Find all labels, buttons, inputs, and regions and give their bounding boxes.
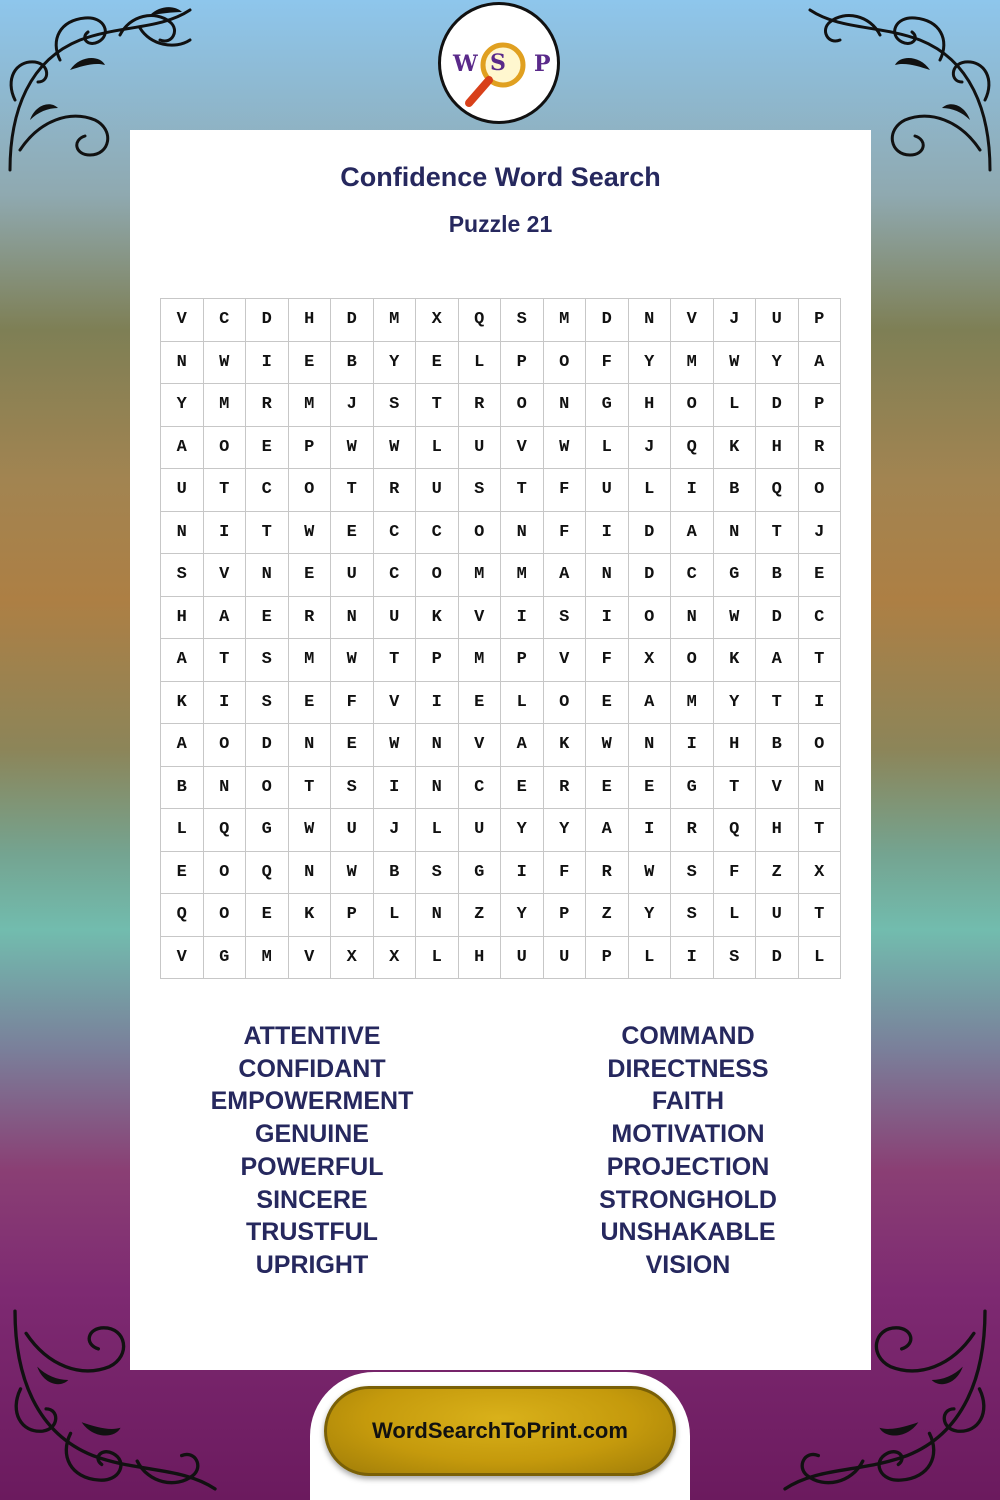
grid-cell[interactable]: X xyxy=(416,299,459,342)
grid-cell[interactable]: T xyxy=(799,639,842,682)
grid-cell[interactable]: C xyxy=(246,469,289,512)
grid-cell[interactable]: F xyxy=(544,512,587,555)
grid-cell[interactable]: N xyxy=(416,724,459,767)
grid-cell[interactable]: T xyxy=(246,512,289,555)
grid-cell[interactable]: V xyxy=(289,937,332,980)
grid-cell[interactable]: L xyxy=(416,427,459,470)
grid-cell[interactable]: Z xyxy=(756,852,799,895)
grid-cell[interactable]: J xyxy=(374,809,417,852)
grid-cell[interactable]: T xyxy=(331,469,374,512)
grid-cell[interactable]: Y xyxy=(756,342,799,385)
grid-cell[interactable]: J xyxy=(799,512,842,555)
grid-cell[interactable]: S xyxy=(459,469,502,512)
grid-cell[interactable]: F xyxy=(544,852,587,895)
grid-cell[interactable]: Y xyxy=(501,894,544,937)
grid-cell[interactable]: M xyxy=(246,937,289,980)
word-list-item: STRONGHOLD xyxy=(599,1185,777,1214)
grid-cell[interactable]: H xyxy=(756,809,799,852)
grid-cell[interactable]: Q xyxy=(204,809,247,852)
grid-cell[interactable]: D xyxy=(246,724,289,767)
grid-cell[interactable]: O xyxy=(416,554,459,597)
grid-cell[interactable]: R xyxy=(544,767,587,810)
grid-cell[interactable]: T xyxy=(416,384,459,427)
grid-cell[interactable]: F xyxy=(586,342,629,385)
grid-cell[interactable]: W xyxy=(544,427,587,470)
grid-cell[interactable]: P xyxy=(331,894,374,937)
grid-cell[interactable]: K xyxy=(714,427,757,470)
grid-cell[interactable]: P xyxy=(289,427,332,470)
grid-cell[interactable]: W xyxy=(331,639,374,682)
grid-cell[interactable]: R xyxy=(289,597,332,640)
grid-cell[interactable]: S xyxy=(246,639,289,682)
grid-cell[interactable]: H xyxy=(161,597,204,640)
grid-cell[interactable]: L xyxy=(459,342,502,385)
grid-cell[interactable]: Q xyxy=(161,894,204,937)
grid-cell[interactable]: Y xyxy=(501,809,544,852)
grid-cell[interactable]: M xyxy=(671,342,714,385)
grid-cell[interactable]: N xyxy=(161,512,204,555)
grid-cell[interactable]: N xyxy=(544,384,587,427)
grid-cell[interactable]: H xyxy=(459,937,502,980)
grid-cell[interactable]: A xyxy=(161,639,204,682)
website-link-button[interactable]: WordSearchToPrint.com xyxy=(324,1386,676,1476)
word-list-item: EMPOWERMENT xyxy=(210,1087,414,1116)
grid-cell[interactable]: L xyxy=(629,937,672,980)
word-list-item: MOTIVATION xyxy=(611,1120,765,1149)
grid-cell[interactable]: W xyxy=(586,724,629,767)
grid-cell[interactable]: N xyxy=(331,597,374,640)
word-list-item: UNSHAKABLE xyxy=(600,1218,776,1247)
grid-cell[interactable]: E xyxy=(331,724,374,767)
grid-cell[interactable]: U xyxy=(331,554,374,597)
site-logo[interactable] xyxy=(438,2,560,124)
grid-cell[interactable]: B xyxy=(756,554,799,597)
letter-grid xyxy=(160,298,841,979)
grid-cell[interactable]: U xyxy=(459,809,502,852)
grid-cell[interactable]: E xyxy=(799,554,842,597)
grid-cell[interactable]: V xyxy=(374,682,417,725)
grid-cell[interactable]: H xyxy=(714,724,757,767)
grid-cell[interactable]: A xyxy=(671,512,714,555)
grid-cell[interactable]: G xyxy=(246,809,289,852)
grid-cell[interactable]: L xyxy=(374,894,417,937)
grid-cell[interactable]: U xyxy=(161,469,204,512)
grid-cell[interactable]: S xyxy=(331,767,374,810)
grid-cell[interactable]: D xyxy=(246,299,289,342)
grid-cell[interactable]: C xyxy=(799,597,842,640)
grid-cell[interactable]: L xyxy=(799,937,842,980)
grid-cell[interactable]: V xyxy=(204,554,247,597)
word-list-item: ATTENTIVE xyxy=(243,1022,381,1050)
grid-cell[interactable]: B xyxy=(714,469,757,512)
grid-cell[interactable]: B xyxy=(374,852,417,895)
grid-cell[interactable]: O xyxy=(671,384,714,427)
grid-cell[interactable]: P xyxy=(501,342,544,385)
grid-cell[interactable]: H xyxy=(289,299,332,342)
grid-cell[interactable]: I xyxy=(204,512,247,555)
grid-cell[interactable]: S xyxy=(671,852,714,895)
grid-cell[interactable]: D xyxy=(629,554,672,597)
grid-cell[interactable]: Y xyxy=(714,682,757,725)
grid-cell[interactable]: U xyxy=(374,597,417,640)
grid-cell[interactable]: I xyxy=(416,682,459,725)
grid-cell[interactable]: Y xyxy=(374,342,417,385)
grid-cell[interactable]: K xyxy=(161,682,204,725)
word-list-item: PROJECTION xyxy=(606,1152,770,1181)
grid-cell[interactable]: W xyxy=(629,852,672,895)
word-list-item: COMMAND xyxy=(621,1022,755,1050)
grid-cell[interactable]: L xyxy=(416,809,459,852)
grid-cell[interactable]: Q xyxy=(459,299,502,342)
grid-cell[interactable]: V xyxy=(161,299,204,342)
grid-cell[interactable]: I xyxy=(586,512,629,555)
word-list-right xyxy=(488,1020,888,1282)
grid-cell[interactable]: S xyxy=(714,937,757,980)
grid-cell[interactable]: D xyxy=(756,384,799,427)
grid-cell[interactable]: Y xyxy=(161,384,204,427)
grid-cell[interactable]: E xyxy=(289,554,332,597)
grid-cell[interactable]: N xyxy=(799,767,842,810)
grid-cell[interactable]: S xyxy=(246,682,289,725)
grid-cell[interactable]: T xyxy=(204,469,247,512)
grid-cell[interactable]: Z xyxy=(459,894,502,937)
grid-cell[interactable]: L xyxy=(161,809,204,852)
grid-cell[interactable]: A xyxy=(161,427,204,470)
grid-cell[interactable]: E xyxy=(629,767,672,810)
grid-cell[interactable]: I xyxy=(501,852,544,895)
grid-cell[interactable]: O xyxy=(204,852,247,895)
grid-cell[interactable]: L xyxy=(714,894,757,937)
grid-cell[interactable]: E xyxy=(416,342,459,385)
grid-cell[interactable]: I xyxy=(671,469,714,512)
grid-cell[interactable]: V xyxy=(756,767,799,810)
grid-cell[interactable]: X xyxy=(374,937,417,980)
grid-cell[interactable]: D xyxy=(629,512,672,555)
logo-letter-w: W xyxy=(453,51,478,77)
grid-cell[interactable]: K xyxy=(714,639,757,682)
grid-cell[interactable]: G xyxy=(586,384,629,427)
grid-cell[interactable]: T xyxy=(714,767,757,810)
grid-cell[interactable]: Q xyxy=(714,809,757,852)
logo-letter-s: S xyxy=(490,50,506,76)
grid-cell[interactable]: J xyxy=(331,384,374,427)
grid-cell[interactable]: S xyxy=(671,894,714,937)
grid-cell[interactable]: R xyxy=(671,809,714,852)
grid-cell[interactable]: E xyxy=(161,852,204,895)
grid-cell[interactable]: X xyxy=(799,852,842,895)
grid-cell[interactable]: U xyxy=(544,937,587,980)
grid-cell[interactable]: N xyxy=(416,767,459,810)
word-list-item: DIRECTNESS xyxy=(607,1054,769,1083)
grid-cell[interactable]: O xyxy=(671,639,714,682)
grid-cell[interactable]: O xyxy=(204,427,247,470)
word-list-item: TRUSTFUL xyxy=(246,1218,378,1247)
grid-cell[interactable]: S xyxy=(374,384,417,427)
grid-cell[interactable]: I xyxy=(629,809,672,852)
grid-cell[interactable]: M xyxy=(671,682,714,725)
grid-cell[interactable]: N xyxy=(416,894,459,937)
grid-cell[interactable]: O xyxy=(799,724,842,767)
word-list-item: GENUINE xyxy=(255,1120,369,1149)
grid-cell[interactable]: O xyxy=(204,894,247,937)
grid-cell[interactable]: U xyxy=(586,469,629,512)
grid-cell[interactable]: V xyxy=(544,639,587,682)
grid-cell[interactable]: M xyxy=(544,299,587,342)
grid-cell[interactable]: H xyxy=(756,427,799,470)
grid-cell[interactable]: I xyxy=(501,597,544,640)
grid-cell[interactable]: S xyxy=(416,852,459,895)
grid-cell[interactable]: F xyxy=(544,469,587,512)
grid-cell[interactable]: I xyxy=(671,724,714,767)
grid-cell[interactable]: T xyxy=(374,639,417,682)
grid-cell[interactable]: M xyxy=(204,384,247,427)
grid-cell[interactable]: W xyxy=(714,342,757,385)
grid-cell[interactable]: E xyxy=(246,597,289,640)
grid-cell[interactable]: F xyxy=(331,682,374,725)
grid-cell[interactable]: C xyxy=(374,512,417,555)
grid-cell[interactable]: K xyxy=(289,894,332,937)
grid-cell[interactable]: D xyxy=(756,937,799,980)
grid-cell[interactable]: P xyxy=(416,639,459,682)
grid-cell[interactable]: A xyxy=(799,342,842,385)
grid-cell[interactable]: E xyxy=(586,682,629,725)
grid-cell[interactable]: W xyxy=(289,512,332,555)
grid-cell[interactable]: X xyxy=(629,639,672,682)
word-list-left xyxy=(112,1020,512,1282)
grid-cell[interactable]: A xyxy=(161,724,204,767)
grid-cell[interactable]: A xyxy=(756,639,799,682)
grid-cell[interactable]: I xyxy=(799,682,842,725)
grid-cell[interactable]: T xyxy=(799,809,842,852)
grid-cell[interactable]: T xyxy=(204,639,247,682)
grid-cell[interactable]: V xyxy=(501,427,544,470)
grid-cell[interactable]: N xyxy=(629,724,672,767)
grid-cell[interactable]: W xyxy=(331,852,374,895)
grid-cell[interactable]: N xyxy=(501,512,544,555)
grid-cell[interactable]: L xyxy=(586,427,629,470)
grid-cell[interactable]: R xyxy=(586,852,629,895)
grid-cell[interactable]: A xyxy=(629,682,672,725)
grid-cell[interactable]: A xyxy=(501,724,544,767)
word-list-item: SINCERE xyxy=(256,1185,368,1214)
grid-cell[interactable]: A xyxy=(204,597,247,640)
grid-cell[interactable]: L xyxy=(501,682,544,725)
grid-cell[interactable]: P xyxy=(544,894,587,937)
grid-cell[interactable]: G xyxy=(671,767,714,810)
word-list-item: POWERFUL xyxy=(240,1152,384,1181)
grid-cell[interactable]: V xyxy=(459,724,502,767)
grid-cell[interactable]: D xyxy=(756,597,799,640)
grid-cell[interactable]: R xyxy=(459,384,502,427)
page-title: Confidence Word Search xyxy=(340,162,661,192)
grid-cell[interactable]: E xyxy=(586,767,629,810)
grid-cell[interactable]: U xyxy=(331,809,374,852)
grid-cell[interactable]: N xyxy=(204,767,247,810)
grid-cell[interactable]: D xyxy=(586,299,629,342)
grid-cell[interactable]: Q xyxy=(671,427,714,470)
grid-cell[interactable]: C xyxy=(459,767,502,810)
grid-cell[interactable]: N xyxy=(629,299,672,342)
grid-cell[interactable]: N xyxy=(671,597,714,640)
grid-cell[interactable]: U xyxy=(756,894,799,937)
grid-cell[interactable]: C xyxy=(671,554,714,597)
grid-cell[interactable]: R xyxy=(799,427,842,470)
grid-cell[interactable]: W xyxy=(374,724,417,767)
grid-cell[interactable]: W xyxy=(289,809,332,852)
grid-cell[interactable]: Y xyxy=(629,894,672,937)
grid-cell[interactable]: A xyxy=(544,554,587,597)
grid-cell[interactable]: L xyxy=(629,469,672,512)
grid-cell[interactable]: O xyxy=(204,724,247,767)
grid-cell[interactable]: Q xyxy=(246,852,289,895)
grid-cell[interactable]: G xyxy=(204,937,247,980)
grid-cell[interactable]: V xyxy=(161,937,204,980)
grid-cell[interactable]: V xyxy=(671,299,714,342)
grid-cell[interactable]: U xyxy=(459,427,502,470)
grid-cell[interactable]: M xyxy=(459,554,502,597)
grid-cell[interactable]: K xyxy=(416,597,459,640)
grid-cell[interactable]: M xyxy=(289,384,332,427)
grid-cell[interactable]: R xyxy=(246,384,289,427)
grid-cell[interactable]: I xyxy=(204,682,247,725)
grid-cell[interactable]: E xyxy=(289,682,332,725)
grid-cell[interactable]: I xyxy=(586,597,629,640)
grid-cell[interactable]: F xyxy=(586,639,629,682)
grid-cell[interactable]: O xyxy=(501,384,544,427)
grid-cell[interactable]: V xyxy=(459,597,502,640)
grid-cell[interactable]: R xyxy=(374,469,417,512)
grid-cell[interactable]: L xyxy=(416,937,459,980)
grid-cell[interactable]: I xyxy=(246,342,289,385)
grid-cell[interactable]: S xyxy=(161,554,204,597)
word-list-item: VISION xyxy=(645,1250,731,1279)
grid-cell[interactable]: N xyxy=(289,852,332,895)
grid-cell[interactable]: O xyxy=(246,767,289,810)
grid-cell[interactable]: O xyxy=(289,469,332,512)
grid-cell[interactable]: F xyxy=(714,852,757,895)
grid-cell[interactable]: W xyxy=(331,427,374,470)
grid-cell[interactable]: B xyxy=(331,342,374,385)
grid-cell[interactable]: E xyxy=(459,682,502,725)
grid-cell[interactable]: O xyxy=(544,342,587,385)
grid-cell[interactable]: W xyxy=(374,427,417,470)
grid-cell[interactable]: O xyxy=(799,469,842,512)
logo-letter-p: P xyxy=(534,51,551,77)
word-list-item: FAITH xyxy=(651,1087,725,1116)
grid-cell[interactable]: Y xyxy=(629,342,672,385)
grid-cell[interactable]: T xyxy=(289,767,332,810)
grid-cell[interactable]: C xyxy=(416,512,459,555)
grid-cell[interactable]: W xyxy=(714,597,757,640)
grid-cell[interactable]: N xyxy=(714,512,757,555)
grid-cell[interactable]: N xyxy=(161,342,204,385)
grid-cell[interactable]: P xyxy=(501,639,544,682)
grid-cell[interactable]: U xyxy=(416,469,459,512)
grid-cell[interactable]: J xyxy=(629,427,672,470)
grid-cell[interactable]: T xyxy=(756,512,799,555)
grid-cell[interactable]: G xyxy=(714,554,757,597)
grid-cell[interactable]: C xyxy=(374,554,417,597)
grid-cell[interactable]: I xyxy=(374,767,417,810)
grid-cell[interactable]: A xyxy=(586,809,629,852)
grid-cell[interactable]: M xyxy=(459,639,502,682)
word-list-item: UPRIGHT xyxy=(255,1250,369,1279)
grid-cell[interactable]: M xyxy=(374,299,417,342)
grid-cell[interactable]: O xyxy=(459,512,502,555)
grid-cell[interactable]: S xyxy=(501,299,544,342)
grid-cell[interactable]: O xyxy=(544,682,587,725)
grid-cell[interactable]: E xyxy=(246,894,289,937)
word-list-item: CONFIDANT xyxy=(238,1054,386,1083)
grid-cell[interactable]: U xyxy=(756,299,799,342)
grid-cell[interactable]: C xyxy=(204,299,247,342)
grid-cell[interactable]: E xyxy=(289,342,332,385)
grid-cell[interactable]: N xyxy=(246,554,289,597)
grid-cell[interactable]: Q xyxy=(756,469,799,512)
grid-cell[interactable]: J xyxy=(714,299,757,342)
grid-cell[interactable]: E xyxy=(246,427,289,470)
grid-cell[interactable]: H xyxy=(629,384,672,427)
grid-cell[interactable]: P xyxy=(586,937,629,980)
puzzle-number: Puzzle 21 xyxy=(448,211,553,237)
grid-cell[interactable]: N xyxy=(586,554,629,597)
grid-cell[interactable]: B xyxy=(756,724,799,767)
grid-cell[interactable]: Z xyxy=(586,894,629,937)
grid-cell[interactable]: G xyxy=(459,852,502,895)
grid-cell[interactable]: L xyxy=(714,384,757,427)
grid-cell[interactable]: P xyxy=(799,384,842,427)
grid-cell[interactable]: X xyxy=(331,937,374,980)
grid-cell[interactable]: M xyxy=(501,554,544,597)
grid-cell[interactable]: M xyxy=(289,639,332,682)
grid-cell[interactable]: B xyxy=(161,767,204,810)
grid-cell[interactable]: K xyxy=(544,724,587,767)
grid-cell[interactable]: T xyxy=(501,469,544,512)
grid-cell[interactable]: S xyxy=(544,597,587,640)
grid-cell[interactable]: I xyxy=(671,937,714,980)
grid-cell[interactable]: T xyxy=(756,682,799,725)
grid-cell[interactable]: N xyxy=(289,724,332,767)
grid-cell[interactable]: W xyxy=(204,342,247,385)
grid-cell[interactable]: U xyxy=(501,937,544,980)
grid-cell[interactable]: T xyxy=(799,894,842,937)
grid-cell[interactable]: O xyxy=(629,597,672,640)
grid-cell[interactable]: D xyxy=(331,299,374,342)
grid-cell[interactable]: P xyxy=(799,299,842,342)
grid-cell[interactable]: E xyxy=(501,767,544,810)
grid-cell[interactable]: E xyxy=(331,512,374,555)
grid-cell[interactable]: Y xyxy=(544,809,587,852)
